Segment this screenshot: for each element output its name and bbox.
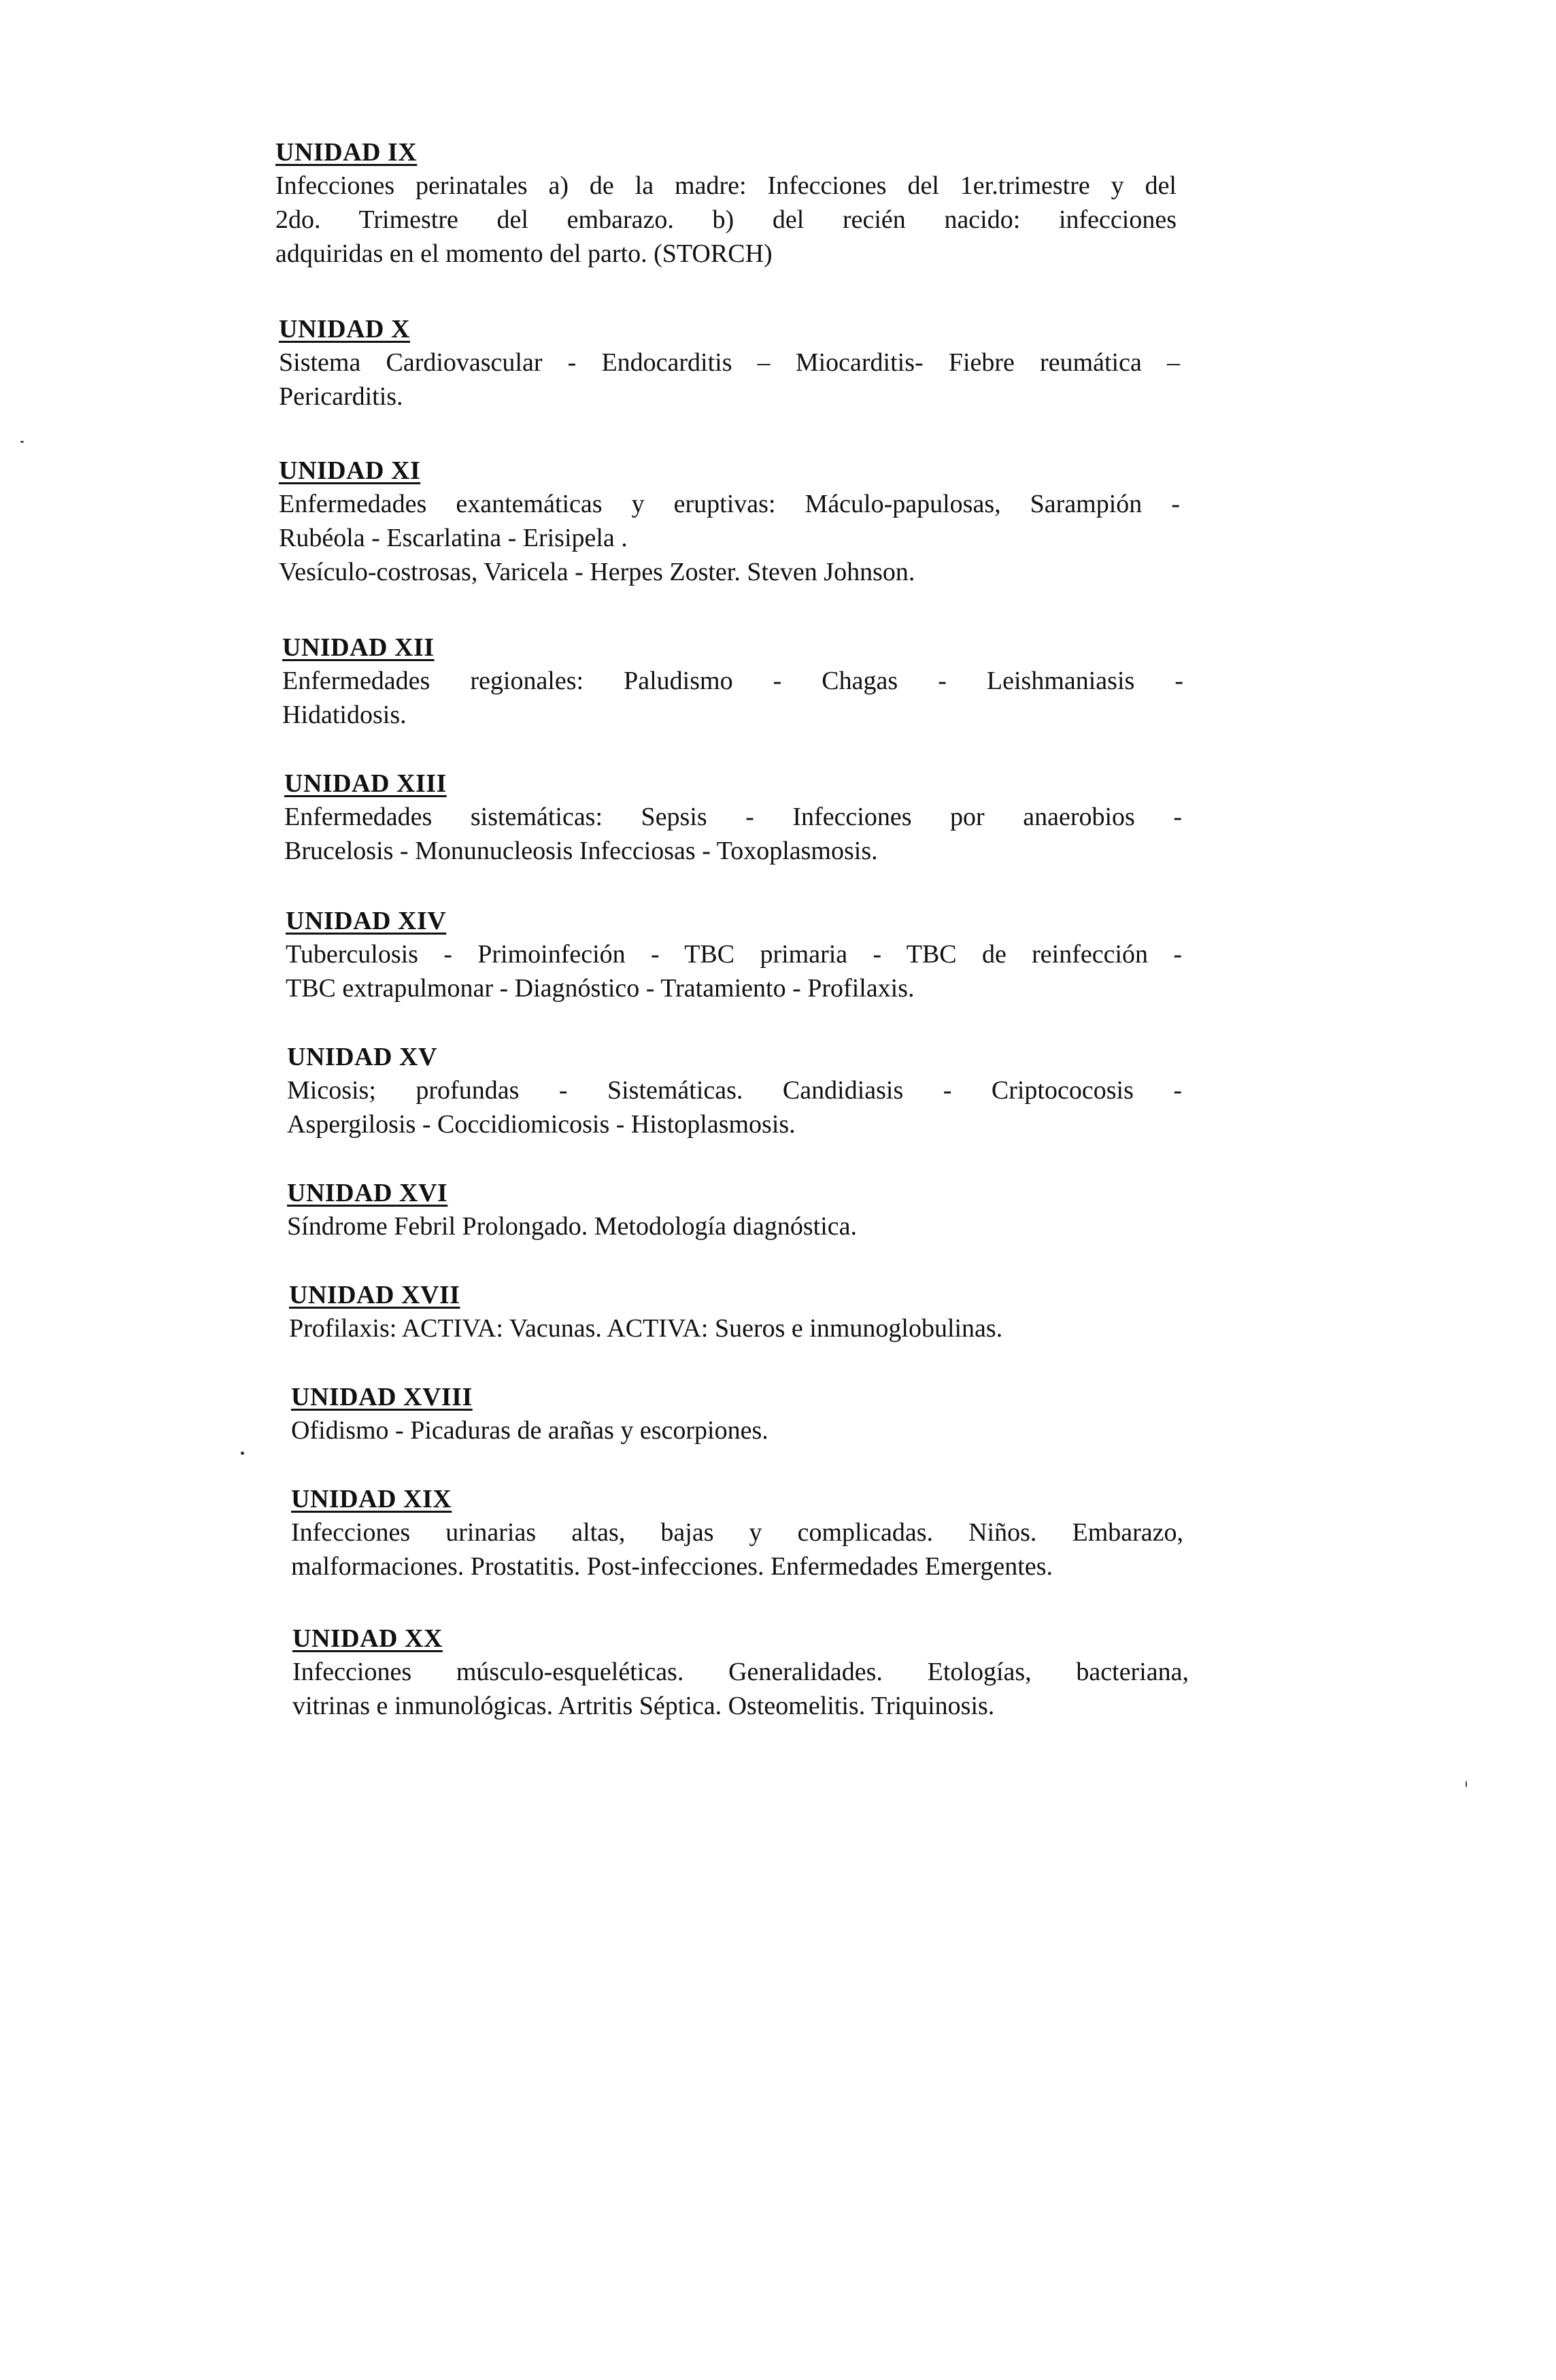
scan-speck xyxy=(241,1452,244,1455)
unit-title: UNIDAD XV xyxy=(287,1043,437,1071)
unit-xv xyxy=(287,1041,1182,1141)
unit-text-line: Ofidismo - Picaduras de arañas y escorpiones. xyxy=(291,1416,768,1445)
unit-text-line: Enfermedades sistemáticas: Sepsis - Infecciones por anaerobios - xyxy=(284,803,1182,831)
unit-xvii xyxy=(289,1279,1182,1345)
unit-title: UNIDAD XIII xyxy=(284,769,447,798)
unit-text-line: Infecciones músculo-esqueléticas. Generalidades. Etologías, bacteriana, xyxy=(292,1658,1189,1686)
unit-text-line: Micosis; profundas - Sistemáticas. Candidiasis - Criptococosis - xyxy=(287,1076,1182,1105)
unit-text-line: Sistema Cardiovascular - Endocarditis – Miocarditis- Fiebre reumática – xyxy=(279,348,1180,377)
unit-text-line: Infecciones urinarias altas, bajas y complicadas. Niños. Embarazo, xyxy=(291,1518,1183,1547)
unit-text-line: malformaciones. Prostatitis. Post-infecciones. Enfermedades Emergentes. xyxy=(291,1552,1053,1581)
unit-title: UNIDAD XI xyxy=(279,456,421,485)
unit-xii xyxy=(282,631,1183,732)
unit-title: UNIDAD XX xyxy=(292,1624,443,1653)
unit-title: UNIDAD XVIII xyxy=(291,1383,473,1411)
unit-text-line: Infecciones perinatales a) de la madre: Infecciones del 1er.trimestre y del xyxy=(275,171,1177,200)
unit-text-line: Rubéola - Escarlatina - Erisipela . xyxy=(279,524,628,552)
unit-title: UNIDAD X xyxy=(279,315,410,343)
unit-text-line: Vesículo-costrosas, Varicela - Herpes Zoster. Steven Johnson. xyxy=(279,558,915,586)
unit-title: UNIDAD XIV xyxy=(286,907,447,935)
unit-title: UNIDAD XVI xyxy=(287,1179,448,1207)
unit-xvi xyxy=(287,1177,1182,1243)
unit-text-line: vitrinas e inmunológicas. Artritis Séptica. Osteomelitis. Triquinosis. xyxy=(292,1692,995,1720)
unit-text-line: Aspergilosis - Coccidiomicosis - Histoplasmosis. xyxy=(287,1110,796,1139)
unit-text-line: Profilaxis: ACTIVA: Vacunas. ACTIVA: Sueros e inmunoglobulinas. xyxy=(289,1314,1003,1343)
unit-title: UNIDAD XVII xyxy=(289,1281,460,1309)
unit-text-line: Brucelosis - Monunucleosis Infecciosas - Toxoplasmosis. xyxy=(284,837,878,865)
unit-xiii xyxy=(284,767,1182,868)
unit-text-line: Pericarditis. xyxy=(279,382,403,411)
unit-text-line: Síndrome Febril Prolongado. Metodología diagnóstica. xyxy=(287,1212,858,1241)
unit-xix xyxy=(291,1483,1183,1583)
unit-xx xyxy=(292,1622,1189,1723)
unit-title: UNIDAD XII xyxy=(282,633,435,662)
unit-title: UNIDAD XIX xyxy=(291,1485,452,1513)
scan-speck xyxy=(1466,1781,1467,1788)
scan-speck xyxy=(20,441,24,443)
unit-text-line: Hidatidosis. xyxy=(282,701,407,729)
unit-text-line: adquiridas en el momento del parto. (STORCH) xyxy=(275,239,773,268)
unit-title: UNIDAD IX xyxy=(275,138,418,167)
unit-text-line: 2do. Trimestre del embarazo. b) del recién nacido: infecciones xyxy=(275,205,1177,234)
unit-text-line: Tuberculosis - Primoinfeción - TBC primaria - TBC de reinfección - xyxy=(286,940,1182,969)
unit-text-line: Enfermedades regionales: Paludismo - Chagas - Leishmaniasis - xyxy=(282,667,1183,695)
unit-text-line: Enfermedades exantemáticas y eruptivas: Máculo-papulosas, Sarampión - xyxy=(279,490,1180,518)
unit-text-line: TBC extrapulmonar - Diagnóstico - Tratamiento - Profilaxis. xyxy=(286,974,915,1003)
unit-xviii xyxy=(291,1381,1182,1447)
unit-xiv xyxy=(286,905,1182,1005)
unit-x xyxy=(279,313,1180,414)
unit-xi xyxy=(279,454,1180,589)
unit-ix xyxy=(275,136,1177,271)
